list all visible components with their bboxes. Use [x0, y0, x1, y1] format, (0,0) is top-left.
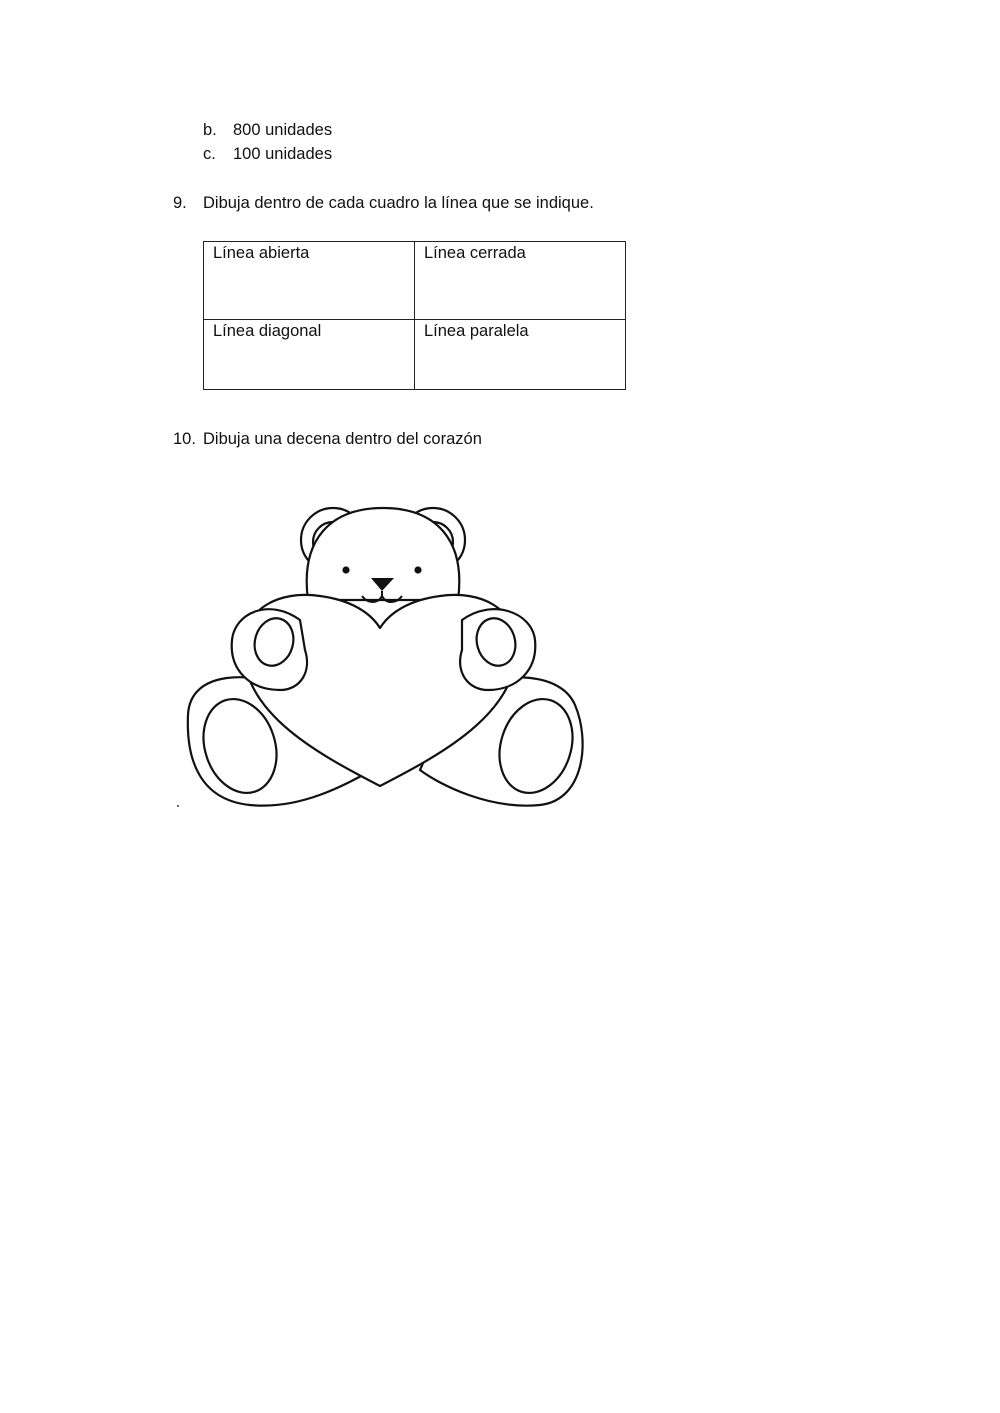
option-marker: c. [203, 145, 216, 163]
question-text: Dibuja una decena dentro del corazón [203, 430, 482, 448]
stray-dot [177, 805, 179, 807]
cell-parallel-line[interactable]: Línea paralela [415, 320, 626, 390]
cell-closed-line[interactable]: Línea cerrada [415, 242, 626, 320]
option-text: 800 unidades [233, 121, 333, 139]
table-row [204, 242, 626, 320]
question-number: 9. [173, 194, 187, 212]
question-number: 10. [173, 430, 196, 448]
line-drawing-table [203, 241, 626, 390]
left-eye [342, 566, 349, 573]
table-row [204, 320, 626, 390]
right-eye [414, 566, 421, 573]
question-text: Dibuja dentro de cada cuadro la línea que se indique. [203, 194, 594, 212]
cell-diagonal-line[interactable]: Línea diagonal [204, 320, 415, 390]
option-text: 100 unidades [233, 145, 333, 163]
teddy-bear-with-heart-icon[interactable] [170, 490, 590, 820]
cell-open-line[interactable]: Línea abierta [204, 242, 415, 320]
option-marker: b. [203, 121, 217, 139]
